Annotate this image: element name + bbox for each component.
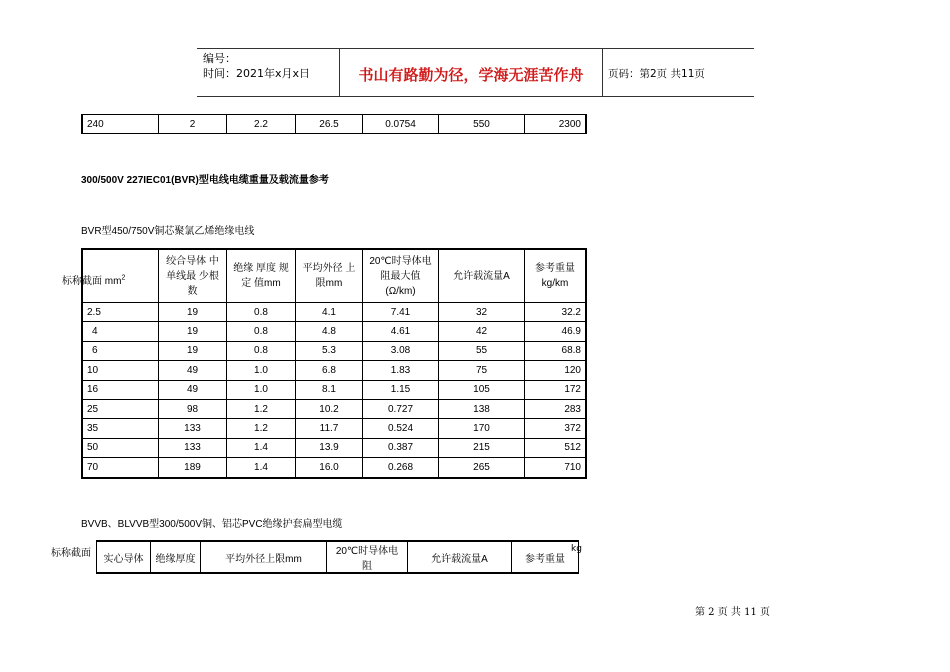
table-row	[82, 303, 586, 322]
table-cell: 75	[439, 361, 525, 380]
table-row	[82, 115, 586, 134]
table-cell: 0.524	[363, 419, 439, 438]
table-cell: 4.8	[296, 322, 363, 341]
table-cell: 49	[159, 361, 227, 380]
table-header-cell: 参考重量 kg/km	[525, 249, 587, 303]
table-cell: 11.7	[296, 419, 363, 438]
table-cell: 1.2	[227, 419, 296, 438]
table-cell: 32	[439, 303, 525, 322]
table-header-cell: 实心导体	[97, 541, 151, 573]
table-cell: 105	[439, 380, 525, 399]
header-date-label: 时间：2021年x月x日	[203, 67, 311, 80]
table-cell: 0.8	[227, 303, 296, 322]
table-cell: 26.5	[296, 115, 363, 134]
table-cell: 550	[439, 115, 525, 134]
table-cell: 10.2	[296, 399, 363, 418]
table-row	[82, 361, 586, 380]
table-cell: 120	[525, 361, 587, 380]
table-cell: 1.83	[363, 361, 439, 380]
table-cell: 49	[159, 380, 227, 399]
table-cell: 265	[439, 458, 525, 478]
table-header-row	[97, 541, 579, 573]
table-cell: 1.4	[227, 458, 296, 478]
table-cell: 6.8	[296, 361, 363, 380]
table-cell: 7.41	[363, 303, 439, 322]
table-cell: 70	[82, 458, 159, 478]
header-bottom-rule	[197, 96, 754, 97]
table-row	[82, 458, 586, 478]
table-header-cell: 绝缘 厚度 规定 值mm	[227, 249, 296, 303]
table-header-cell: 允许载流量A	[408, 541, 512, 573]
table-cell: 10	[82, 361, 159, 380]
table-header-cell: 平均外径 上限mm	[296, 249, 363, 303]
table-header-cell	[82, 249, 159, 303]
table-cell: 68.8	[525, 341, 587, 360]
table-cell: 172	[525, 380, 587, 399]
table3-outer-label: 标称截面	[51, 548, 91, 559]
table-cell: 4.61	[363, 322, 439, 341]
table2-caption: BVR型450/750V铜芯聚氯乙烯绝缘电线	[81, 226, 255, 237]
table-cell: 133	[159, 438, 227, 457]
table-cell: 215	[439, 438, 525, 457]
table-cell: 5.3	[296, 341, 363, 360]
table-cell: 19	[159, 303, 227, 322]
header-divider-right	[602, 48, 603, 96]
page-footer: 第 2 页 共 11 页	[695, 607, 770, 618]
table-cell: 1.4	[227, 438, 296, 457]
section-title: 300/500V 227IEC01(BVR)型电线电缆重量及载流量参考	[81, 175, 329, 186]
table-cell: 710	[525, 458, 587, 478]
table-cell: 138	[439, 399, 525, 418]
table-cell: 8.1	[296, 380, 363, 399]
table-cell: 0.8	[227, 322, 296, 341]
table-cell: 1.2	[227, 399, 296, 418]
table-cell: 4.1	[296, 303, 363, 322]
table-row	[82, 341, 586, 360]
table-cell: 1.15	[363, 380, 439, 399]
table-cell: 32.2	[525, 303, 587, 322]
table-cell: 25	[82, 399, 159, 418]
bvr-table	[81, 248, 587, 479]
header-number-label: 编号：	[203, 52, 236, 65]
table-cell: 0.8	[227, 341, 296, 360]
table-cell: 42	[439, 322, 525, 341]
table-cell: 1.0	[227, 380, 296, 399]
table2-outer-label: 标称截面 $mm^2$	[62, 274, 126, 287]
table-header-cell: 平均外径上限mm	[201, 541, 327, 573]
table-cell: 1.0	[227, 361, 296, 380]
table-row	[82, 380, 586, 399]
table-cell: 98	[159, 399, 227, 418]
table-cell: 170	[439, 419, 525, 438]
header-motto: 书山有路勤为径，学海无涯苦作舟	[358, 66, 584, 84]
table-cell: 2.5	[82, 303, 159, 322]
table-cell: 0.268	[363, 458, 439, 478]
table-cell: 16	[82, 380, 159, 399]
table-cell: 0.0754	[363, 115, 439, 134]
table-header-cell: 绞合导体 中单线最 少根数	[159, 249, 227, 303]
table-header-cell: 允许载流量A	[439, 249, 525, 303]
table-cell: 4	[82, 322, 159, 341]
table-cell: 13.9	[296, 438, 363, 457]
table-cell: 189	[159, 458, 227, 478]
table-cell: 19	[159, 322, 227, 341]
table-cell: 133	[159, 419, 227, 438]
table-cell: 283	[525, 399, 587, 418]
table-header-cell: 20℃时导体电阻	[327, 541, 408, 573]
table3-caption: BVVB、BLVVB型300/500V铜、铝芯PVC绝缘护套扁型电缆	[81, 519, 343, 530]
table-cell: 46.9	[525, 322, 587, 341]
bvvb-table	[96, 540, 579, 574]
table-header-row	[82, 249, 586, 303]
table-cell: 0.387	[363, 438, 439, 457]
table-cell: 50	[82, 438, 159, 457]
table-cell: 2.2	[227, 115, 296, 134]
table-cell: 3.08	[363, 341, 439, 360]
table-cell: 2300	[525, 115, 587, 134]
table-row	[82, 438, 586, 457]
table-cell: 0.727	[363, 399, 439, 418]
table-cell: 55	[439, 341, 525, 360]
table-row	[82, 399, 586, 418]
header-page-label: 页码：第2页 共11页	[608, 68, 705, 80]
table-cell: 372	[525, 419, 587, 438]
table-header-cell: 20℃时导体电阻最大值(Ω/km)	[363, 249, 439, 303]
header-top-rule	[197, 48, 754, 49]
table3-trailing-unit: kg	[571, 544, 582, 554]
table-header-cell: 参考重量	[512, 541, 579, 573]
table-row	[82, 419, 586, 438]
table-header-cell: 绝缘厚度	[151, 541, 201, 573]
table-cell: 6	[82, 341, 159, 360]
table-cell: 240	[82, 115, 159, 134]
table-cell: 2	[159, 115, 227, 134]
table-cell: 35	[82, 419, 159, 438]
continuation-table	[81, 114, 587, 134]
table-row	[82, 322, 586, 341]
table-cell: 512	[525, 438, 587, 457]
table-cell: 19	[159, 341, 227, 360]
header-info	[203, 51, 310, 81]
table-cell: 16.0	[296, 458, 363, 478]
